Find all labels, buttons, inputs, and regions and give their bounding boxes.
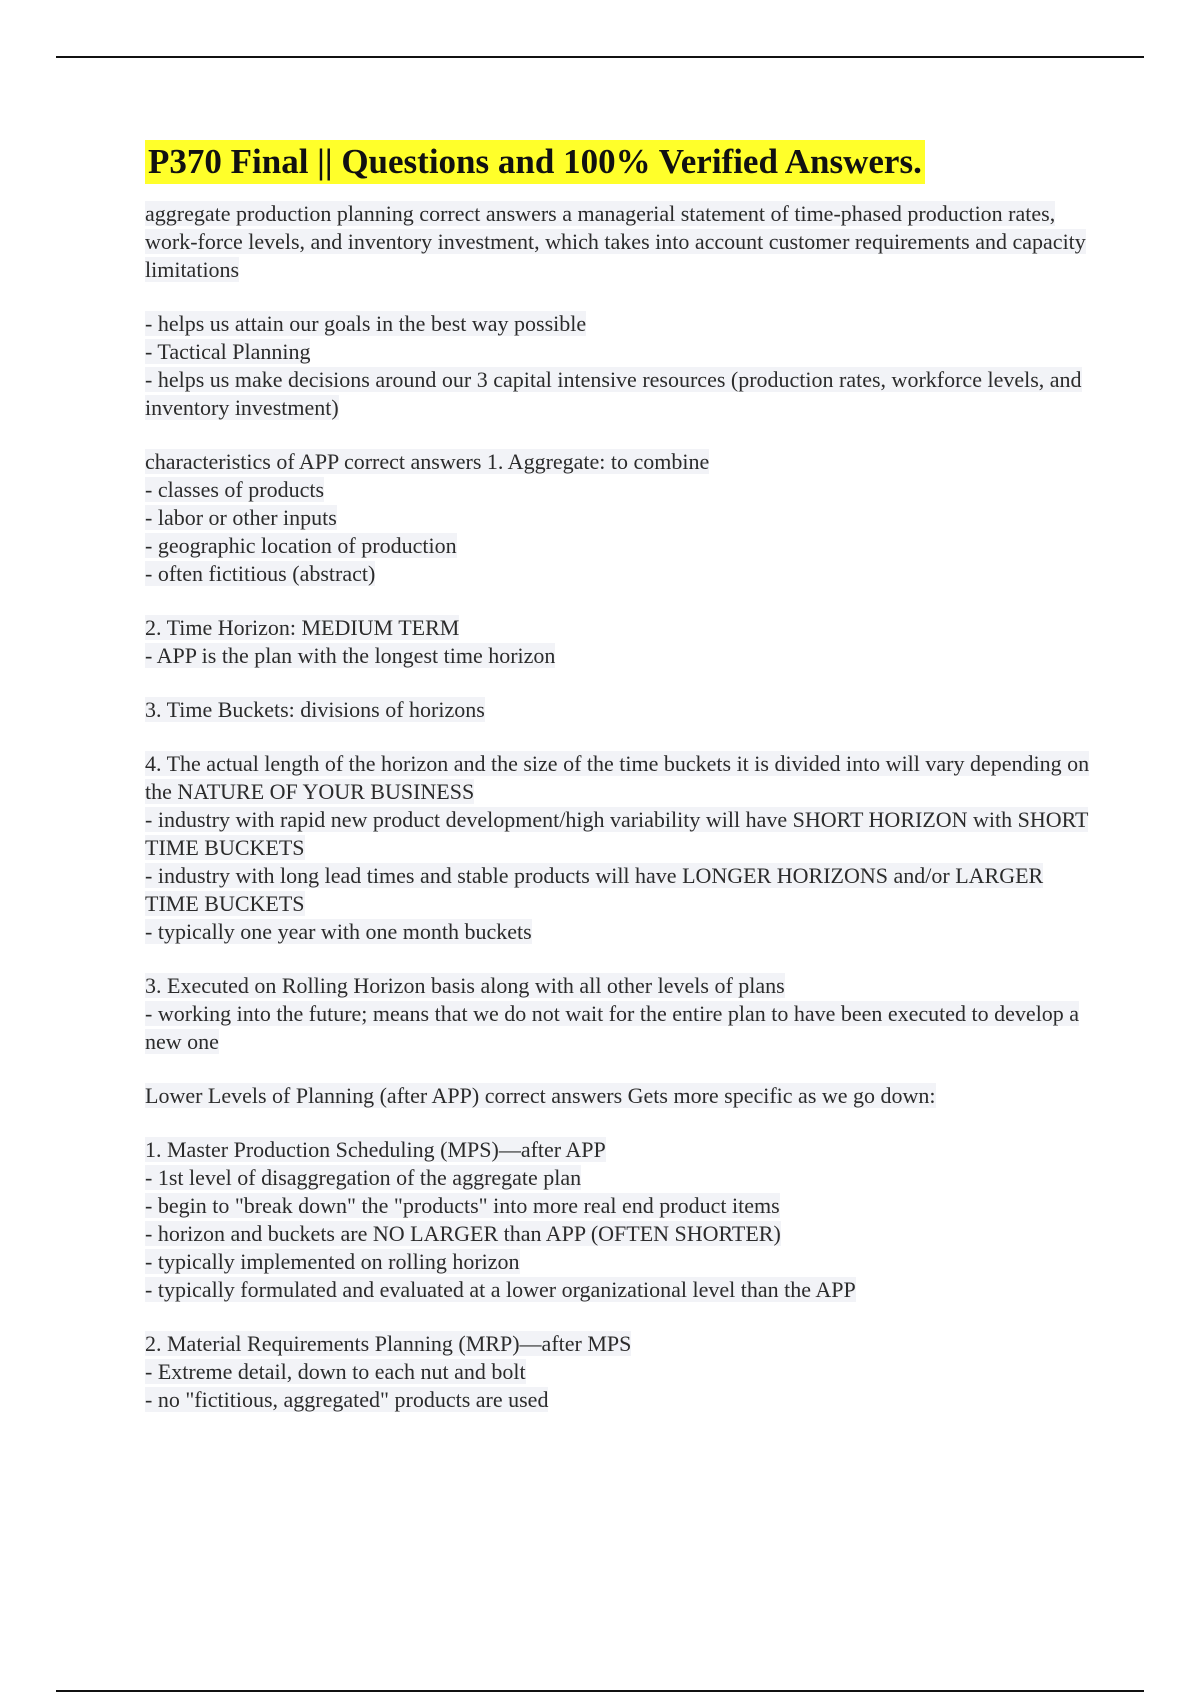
footer-rule — [56, 1690, 1144, 1692]
text-line-content: - helps us attain our goals in the best way possible — [145, 311, 587, 336]
text-line — [145, 1000, 1095, 1056]
text-line-content: 3. Executed on Rolling Horizon basis along with all other levels of plans — [145, 973, 785, 998]
text-line — [145, 1358, 1095, 1386]
text-line-content: - 1st level of disaggregation of the aggregate plan — [145, 1165, 582, 1190]
text-line-content: - Extreme detail, down to each nut and bolt — [145, 1359, 526, 1384]
text-line — [145, 806, 1095, 862]
text-line — [145, 642, 1095, 670]
text-line — [145, 200, 1095, 284]
text-line-content: aggregate production planning correct answers a managerial statement of time-phased production rates, work-force levels, and inventory investment, which takes into account customer requirements and capacity limitations — [145, 201, 1086, 282]
text-line — [145, 532, 1095, 560]
text-line — [145, 1082, 1095, 1110]
text-line-content: 4. The actual length of the horizon and the size of the time buckets it is divided into will vary depending on the NATURE OF YOUR BUSINESS — [145, 751, 1090, 804]
text-line-content: - industry with long lead times and stable products will have LONGER HORIZONS and/or LARGER TIME BUCKETS — [145, 863, 1044, 916]
text-line-content: - typically one year with one month buckets — [145, 919, 532, 944]
text-line — [145, 972, 1095, 1000]
text-line-content: - APP is the plan with the longest time horizon — [145, 643, 556, 668]
text-line — [145, 696, 1095, 724]
text-line-content: 2. Material Requirements Planning (MRP)—after MPS — [145, 1331, 632, 1356]
text-line-content: - no "fictitious, aggregated" products are used — [145, 1387, 549, 1412]
document-body — [145, 140, 1095, 1440]
text-line-content: - horizon and buckets are NO LARGER than APP (OFTEN SHORTER) — [145, 1221, 781, 1246]
paragraph — [145, 448, 1095, 588]
paragraph — [145, 614, 1095, 670]
text-line-content: - typically implemented on rolling horizon — [145, 1249, 520, 1274]
text-line — [145, 918, 1095, 946]
text-line — [145, 614, 1095, 642]
paragraph — [145, 1330, 1095, 1414]
text-line — [145, 338, 1095, 366]
header-rule — [56, 56, 1144, 58]
text-line — [145, 448, 1095, 476]
text-line — [145, 560, 1095, 588]
paragraph — [145, 750, 1095, 946]
paragraph — [145, 1136, 1095, 1304]
text-line — [145, 1220, 1095, 1248]
text-line-content: Lower Levels of Planning (after APP) correct answers Gets more specific as we go down: — [145, 1083, 936, 1108]
paragraph — [145, 972, 1095, 1056]
text-line-content: 3. Time Buckets: divisions of horizons — [145, 697, 485, 722]
text-line-content: 1. Master Production Scheduling (MPS)—after APP — [145, 1137, 606, 1162]
text-line — [145, 504, 1095, 532]
paragraph-list — [145, 200, 1095, 1414]
text-line — [145, 310, 1095, 338]
text-line — [145, 366, 1095, 422]
text-line-content: - industry with rapid new product development/high variability will have SHORT HORIZON with SHORT TIME BUCKETS — [145, 807, 1089, 860]
text-line-content: - labor or other inputs — [145, 505, 337, 530]
text-line-content: - often fictitious (abstract) — [145, 561, 376, 586]
text-line-content: - geographic location of production — [145, 533, 457, 558]
text-line-content: 2. Time Horizon: MEDIUM TERM — [145, 615, 460, 640]
paragraph — [145, 696, 1095, 724]
paragraph — [145, 200, 1095, 284]
text-line — [145, 476, 1095, 504]
text-line-content: - Tactical Planning — [145, 339, 311, 364]
text-line-content: - begin to "break down" the "products" into more real end product items — [145, 1193, 780, 1218]
text-line — [145, 862, 1095, 918]
text-line-content: - typically formulated and evaluated at a lower organizational level than the APP — [145, 1277, 856, 1302]
text-line-content: characteristics of APP correct answers 1. Aggregate: to combine — [145, 449, 710, 474]
text-line — [145, 750, 1095, 806]
document-title: P370 Final || Questions and 100% Verified Answers. — [145, 140, 925, 184]
text-line — [145, 1192, 1095, 1220]
text-line-content: - working into the future; means that we do not wait for the entire plan to have been executed to develop a new one — [145, 1001, 1080, 1054]
text-line — [145, 1136, 1095, 1164]
text-line — [145, 1164, 1095, 1192]
text-line — [145, 1386, 1095, 1414]
paragraph — [145, 1082, 1095, 1110]
text-line — [145, 1248, 1095, 1276]
text-line — [145, 1276, 1095, 1304]
text-line-content: - classes of products — [145, 477, 325, 502]
text-line-content: - helps us make decisions around our 3 capital intensive resources (production rates, workforce levels, and inventory investment) — [145, 367, 1082, 420]
text-line — [145, 1330, 1095, 1358]
paragraph — [145, 310, 1095, 422]
